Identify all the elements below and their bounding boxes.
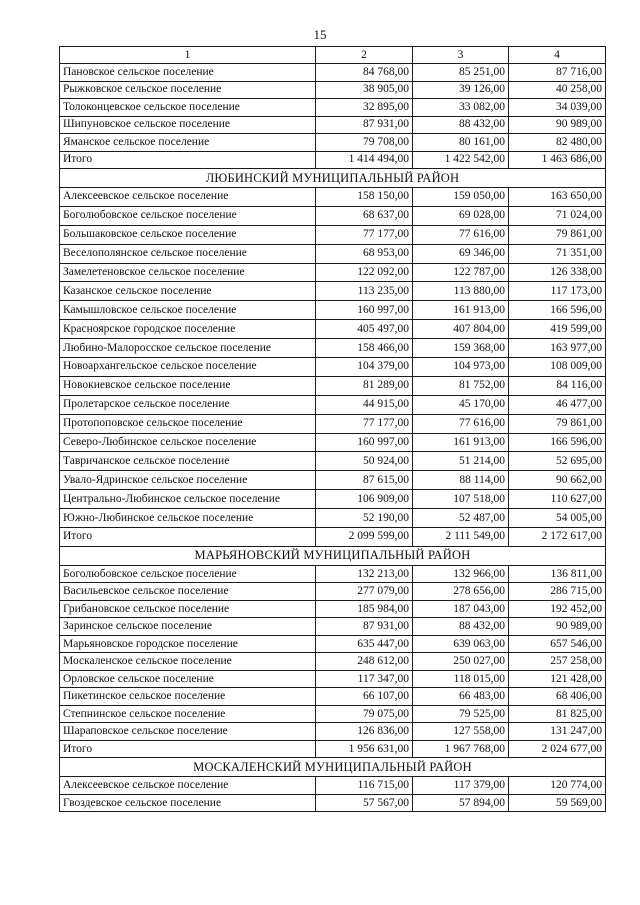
table-row — [60, 635, 606, 653]
amount-year-1: 158 466,00 — [316, 339, 413, 358]
amount-year-2: 51 214,00 — [413, 452, 509, 471]
page-number: 15 — [313, 27, 327, 42]
amount-year-2: 118 015,00 — [413, 670, 509, 688]
settlement-name: Центрально-Любинское сельское поселение — [60, 490, 316, 509]
amount-year-2: 66 483,00 — [413, 688, 509, 706]
column-number: 2 — [316, 47, 413, 64]
amount-year-2: 132 966,00 — [413, 565, 509, 583]
amount-year-2: 122 787,00 — [413, 263, 509, 282]
settlement-name: Новоархангельское сельское поселение — [60, 358, 316, 377]
table-row — [60, 263, 606, 282]
column-number-header — [60, 47, 606, 64]
district-title: ЛЮБИНСКИЙ МУНИЦИПАЛЬНЫЙ РАЙОН — [60, 169, 606, 188]
district-title: МОСКАЛЕНСКИЙ МУНИЦИПАЛЬНЫЙ РАЙОН — [60, 758, 606, 777]
amount-year-3: 71 024,00 — [509, 206, 606, 225]
settlement-name: Москаленское сельское поселение — [60, 653, 316, 671]
settlement-name: Боголюбовское сельское поселение — [60, 206, 316, 225]
settlement-name: Пановское сельское поселение — [60, 64, 316, 82]
amount-year-2: 69 028,00 — [413, 206, 509, 225]
table-row — [60, 376, 606, 395]
settlement-name: Увало-Ядринское сельское поселение — [60, 471, 316, 490]
table-row — [60, 116, 606, 134]
amount-year-1: 116 715,00 — [316, 777, 413, 795]
amount-year-3: 120 774,00 — [509, 777, 606, 795]
amount-year-2: 52 487,00 — [413, 509, 509, 528]
amount-year-2: 1 422 542,00 — [413, 151, 509, 169]
amount-year-3: 81 825,00 — [509, 705, 606, 723]
table-row — [60, 188, 606, 207]
settlement-name: Итого — [60, 528, 316, 547]
settlement-name: Казанское сельское поселение — [60, 282, 316, 301]
amount-year-2: 1 967 768,00 — [413, 740, 509, 758]
amount-year-2: 407 804,00 — [413, 320, 509, 339]
settlement-name: Шараповское сельское поселение — [60, 723, 316, 741]
total-row — [60, 740, 606, 758]
amount-year-2: 57 894,00 — [413, 794, 509, 812]
amount-year-2: 88 114,00 — [413, 471, 509, 490]
settlement-name: Новокиевское сельское поселение — [60, 376, 316, 395]
amount-year-3: 657 546,00 — [509, 635, 606, 653]
amount-year-3: 163 977,00 — [509, 339, 606, 358]
table-row — [60, 452, 606, 471]
amount-year-1: 126 836,00 — [316, 723, 413, 741]
amount-year-1: 32 895,00 — [316, 99, 413, 117]
table-row — [60, 99, 606, 117]
settlement-name: Тавричанское сельское поселение — [60, 452, 316, 471]
amount-year-2: 88 432,00 — [413, 618, 509, 636]
table-row — [60, 358, 606, 377]
table-row — [60, 320, 606, 339]
amount-year-3: 1 463 686,00 — [509, 151, 606, 169]
settlement-name: Яманское сельское поселение — [60, 134, 316, 152]
settlement-name: Северо-Любинское сельское поселение — [60, 433, 316, 452]
amount-year-2: 33 082,00 — [413, 99, 509, 117]
settlement-name: Боголюбовское сельское поселение — [60, 565, 316, 583]
amount-year-1: 84 768,00 — [316, 64, 413, 82]
amount-year-1: 277 079,00 — [316, 583, 413, 601]
table-body — [60, 47, 606, 812]
settlement-name: Замелетеновское сельское поселение — [60, 263, 316, 282]
table-row — [60, 339, 606, 358]
district-heading — [60, 546, 606, 565]
amount-year-1: 185 984,00 — [316, 600, 413, 618]
amount-year-3: 126 338,00 — [509, 263, 606, 282]
amount-year-3: 40 258,00 — [509, 81, 606, 99]
amount-year-2: 81 752,00 — [413, 376, 509, 395]
amount-year-2: 77 616,00 — [413, 225, 509, 244]
amount-year-1: 87 931,00 — [316, 116, 413, 134]
settlement-name: Толоконцевское сельское поселение — [60, 99, 316, 117]
amount-year-2: 161 913,00 — [413, 433, 509, 452]
amount-year-1: 160 997,00 — [316, 433, 413, 452]
amount-year-3: 84 116,00 — [509, 376, 606, 395]
amount-year-3: 257 258,00 — [509, 653, 606, 671]
amount-year-3: 108 009,00 — [509, 358, 606, 377]
column-number: 4 — [509, 47, 606, 64]
amount-year-1: 50 924,00 — [316, 452, 413, 471]
table-row — [60, 723, 606, 741]
amount-year-1: 132 213,00 — [316, 565, 413, 583]
table-row — [60, 471, 606, 490]
amount-year-3: 166 596,00 — [509, 433, 606, 452]
amount-year-2: 104 973,00 — [413, 358, 509, 377]
amount-year-2: 113 880,00 — [413, 282, 509, 301]
table-row — [60, 490, 606, 509]
amount-year-3: 90 989,00 — [509, 618, 606, 636]
table-row — [60, 206, 606, 225]
amount-year-2: 85 251,00 — [413, 64, 509, 82]
settlement-name: Степнинское сельское поселение — [60, 705, 316, 723]
amount-year-3: 87 716,00 — [509, 64, 606, 82]
settlement-name: Рыжковское сельское поселение — [60, 81, 316, 99]
amount-year-1: 87 615,00 — [316, 471, 413, 490]
amount-year-2: 69 346,00 — [413, 244, 509, 263]
amount-year-2: 161 913,00 — [413, 301, 509, 320]
amount-year-1: 57 567,00 — [316, 794, 413, 812]
amount-year-2: 278 656,00 — [413, 583, 509, 601]
table-row — [60, 395, 606, 414]
amount-year-1: 77 177,00 — [316, 225, 413, 244]
settlement-name: Гвоздевское сельское поселение — [60, 794, 316, 812]
settlement-name: Грибановское сельское поселение — [60, 600, 316, 618]
amount-year-1: 44 915,00 — [316, 395, 413, 414]
amount-year-2: 79 525,00 — [413, 705, 509, 723]
amount-year-3: 419 599,00 — [509, 320, 606, 339]
amount-year-2: 639 063,00 — [413, 635, 509, 653]
budget-table — [59, 46, 606, 812]
amount-year-1: 79 708,00 — [316, 134, 413, 152]
table-row — [60, 670, 606, 688]
amount-year-2: 45 170,00 — [413, 395, 509, 414]
settlement-name: Пикетинское сельское поселение — [60, 688, 316, 706]
amount-year-1: 248 612,00 — [316, 653, 413, 671]
table-row — [60, 81, 606, 99]
total-row — [60, 151, 606, 169]
settlement-name: Алексеевское сельское поселение — [60, 777, 316, 795]
amount-year-1: 81 289,00 — [316, 376, 413, 395]
amount-year-3: 59 569,00 — [509, 794, 606, 812]
table-row — [60, 509, 606, 528]
amount-year-1: 1 956 631,00 — [316, 740, 413, 758]
amount-year-2: 159 368,00 — [413, 339, 509, 358]
amount-year-3: 52 695,00 — [509, 452, 606, 471]
amount-year-3: 163 650,00 — [509, 188, 606, 207]
amount-year-3: 68 406,00 — [509, 688, 606, 706]
table-row — [60, 414, 606, 433]
amount-year-3: 90 989,00 — [509, 116, 606, 134]
amount-year-1: 52 190,00 — [316, 509, 413, 528]
amount-year-1: 38 905,00 — [316, 81, 413, 99]
amount-year-2: 159 050,00 — [413, 188, 509, 207]
amount-year-3: 34 039,00 — [509, 99, 606, 117]
table-row — [60, 618, 606, 636]
table-row — [60, 794, 606, 812]
settlement-name: Заринское сельское поселение — [60, 618, 316, 636]
settlement-name: Протопоповское сельское поселение — [60, 414, 316, 433]
amount-year-1: 158 150,00 — [316, 188, 413, 207]
amount-year-1: 79 075,00 — [316, 705, 413, 723]
amount-year-3: 2 024 677,00 — [509, 740, 606, 758]
amount-year-3: 54 005,00 — [509, 509, 606, 528]
column-number: 1 — [60, 47, 316, 64]
district-title: МАРЬЯНОВСКИЙ МУНИЦИПАЛЬНЫЙ РАЙОН — [60, 546, 606, 565]
amount-year-2: 77 616,00 — [413, 414, 509, 433]
amount-year-3: 136 811,00 — [509, 565, 606, 583]
table-row — [60, 600, 606, 618]
amount-year-2: 80 161,00 — [413, 134, 509, 152]
amount-year-3: 82 480,00 — [509, 134, 606, 152]
amount-year-3: 110 627,00 — [509, 490, 606, 509]
amount-year-3: 90 662,00 — [509, 471, 606, 490]
amount-year-1: 113 235,00 — [316, 282, 413, 301]
amount-year-1: 1 414 494,00 — [316, 151, 413, 169]
settlement-name: Васильевское сельское поселение — [60, 583, 316, 601]
amount-year-3: 79 861,00 — [509, 414, 606, 433]
amount-year-1: 106 909,00 — [316, 490, 413, 509]
settlement-name: Алексеевское сельское поселение — [60, 188, 316, 207]
amount-year-3: 121 428,00 — [509, 670, 606, 688]
amount-year-2: 39 126,00 — [413, 81, 509, 99]
settlement-name: Шипуновское сельское поселение — [60, 116, 316, 134]
amount-year-3: 46 477,00 — [509, 395, 606, 414]
amount-year-1: 87 931,00 — [316, 618, 413, 636]
amount-year-2: 107 518,00 — [413, 490, 509, 509]
amount-year-1: 160 997,00 — [316, 301, 413, 320]
amount-year-1: 77 177,00 — [316, 414, 413, 433]
table-row — [60, 777, 606, 795]
settlement-name: Орловское сельское поселение — [60, 670, 316, 688]
amount-year-1: 635 447,00 — [316, 635, 413, 653]
amount-year-2: 117 379,00 — [413, 777, 509, 795]
amount-year-3: 166 596,00 — [509, 301, 606, 320]
amount-year-1: 68 953,00 — [316, 244, 413, 263]
amount-year-1: 405 497,00 — [316, 320, 413, 339]
amount-year-3: 286 715,00 — [509, 583, 606, 601]
amount-year-2: 250 027,00 — [413, 653, 509, 671]
amount-year-1: 117 347,00 — [316, 670, 413, 688]
district-heading — [60, 758, 606, 777]
table-row — [60, 225, 606, 244]
table-row — [60, 565, 606, 583]
table-row — [60, 301, 606, 320]
amount-year-3: 79 861,00 — [509, 225, 606, 244]
table-row — [60, 64, 606, 82]
amount-year-3: 192 452,00 — [509, 600, 606, 618]
settlement-name: Итого — [60, 151, 316, 169]
table-row — [60, 433, 606, 452]
settlement-name: Камышловское сельское поселение — [60, 301, 316, 320]
settlement-name: Любино-Малоросское сельское поселение — [60, 339, 316, 358]
settlement-name: Южно-Любинское сельское поселение — [60, 509, 316, 528]
table-row — [60, 282, 606, 301]
amount-year-2: 187 043,00 — [413, 600, 509, 618]
amount-year-1: 68 637,00 — [316, 206, 413, 225]
district-heading — [60, 169, 606, 188]
amount-year-1: 104 379,00 — [316, 358, 413, 377]
settlement-name: Итого — [60, 740, 316, 758]
table-row — [60, 705, 606, 723]
table-row — [60, 244, 606, 263]
amount-year-1: 122 092,00 — [316, 263, 413, 282]
table-row — [60, 583, 606, 601]
amount-year-1: 66 107,00 — [316, 688, 413, 706]
settlement-name: Красноярское городское поселение — [60, 320, 316, 339]
amount-year-3: 131 247,00 — [509, 723, 606, 741]
amount-year-1: 2 099 599,00 — [316, 528, 413, 547]
amount-year-3: 2 172 617,00 — [509, 528, 606, 547]
table-row — [60, 134, 606, 152]
table-row — [60, 653, 606, 671]
total-row — [60, 528, 606, 547]
amount-year-3: 71 351,00 — [509, 244, 606, 263]
column-number: 3 — [413, 47, 509, 64]
amount-year-2: 2 111 549,00 — [413, 528, 509, 547]
table-row — [60, 688, 606, 706]
settlement-name: Большаковское сельское поселение — [60, 225, 316, 244]
settlement-name: Марьяновское городское поселение — [60, 635, 316, 653]
amount-year-2: 88 432,00 — [413, 116, 509, 134]
amount-year-2: 127 558,00 — [413, 723, 509, 741]
amount-year-3: 117 173,00 — [509, 282, 606, 301]
settlement-name: Веселополянское сельское поселение — [60, 244, 316, 263]
settlement-name: Пролетарское сельское поселение — [60, 395, 316, 414]
